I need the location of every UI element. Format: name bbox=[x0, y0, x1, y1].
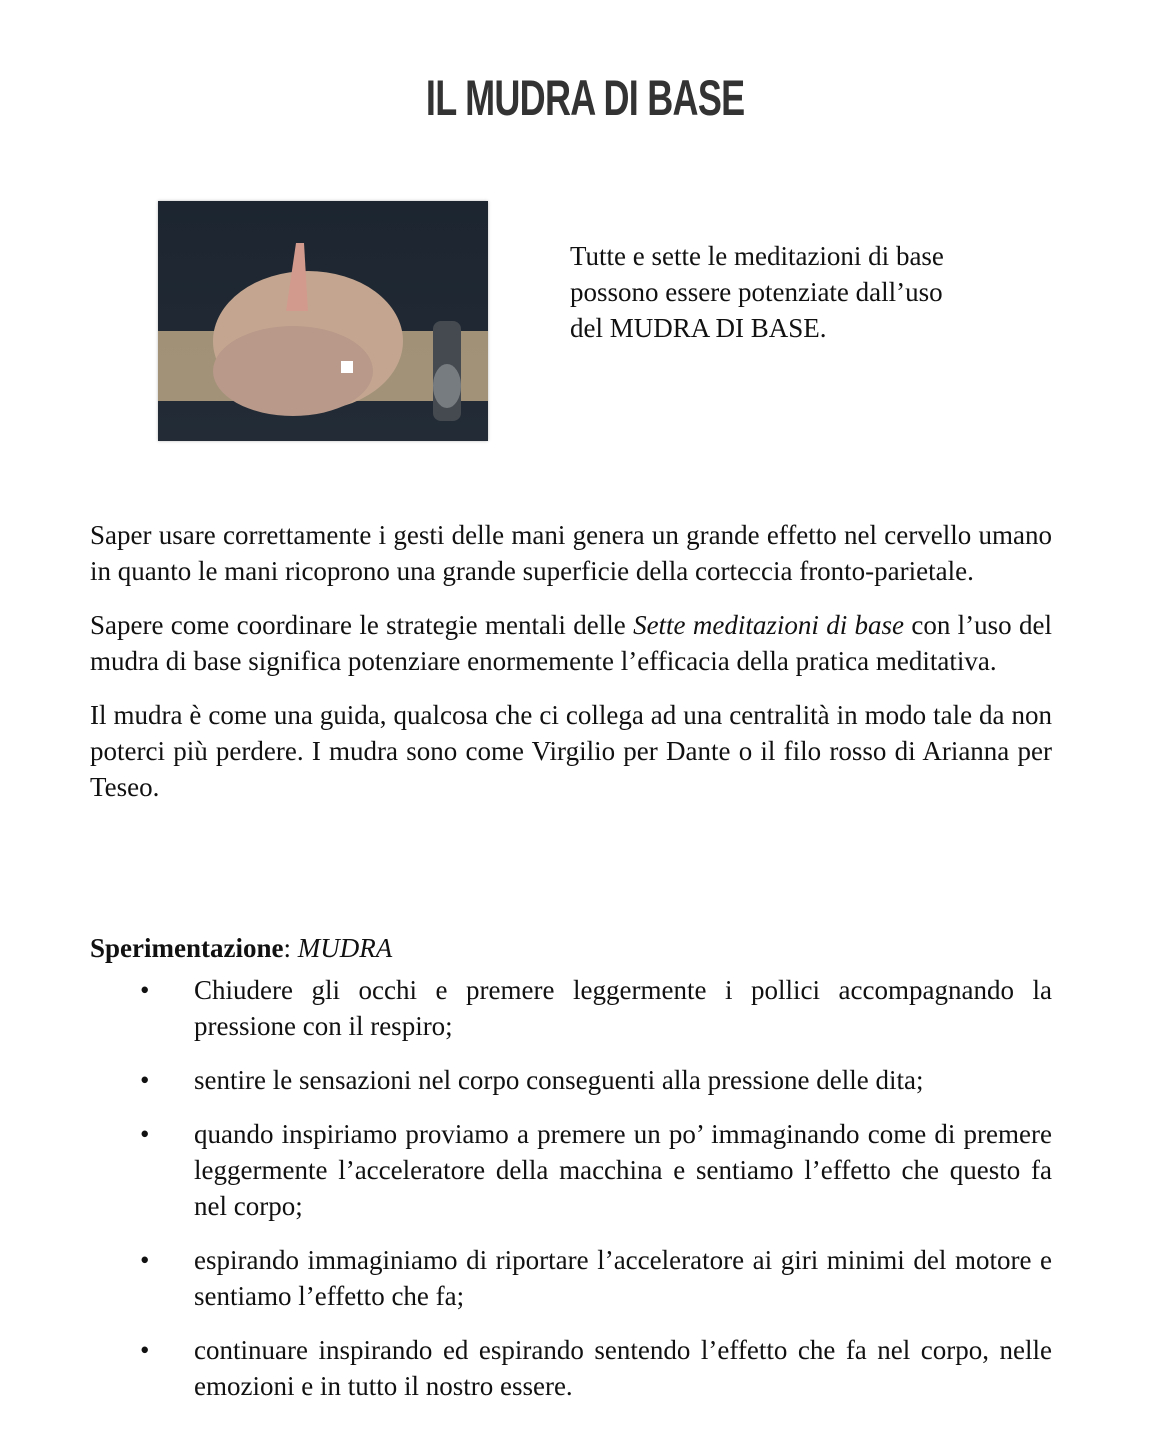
title-text: IL MUDRA DI BASE bbox=[426, 70, 745, 126]
page-title bbox=[0, 70, 1171, 126]
list-item-text: continuare inspirando ed espirando sentendo l’effetto che fa nel corpo, nelle emozioni e in tutto il nostro essere. bbox=[194, 1335, 1052, 1401]
experiment-label: Sperimentazione bbox=[90, 933, 284, 963]
list-item-text: Chiudere gli occhi e premere leggermente i pollici accompagnando la pressione con il respiro; bbox=[194, 975, 1052, 1041]
paragraph-text: Sapere come coordinare le strategie mentali delle bbox=[90, 610, 634, 640]
bullet-icon: • bbox=[140, 1065, 150, 1095]
list-item bbox=[90, 1116, 1052, 1224]
list-item bbox=[90, 1242, 1052, 1314]
book-title: Sette meditazioni di base bbox=[633, 610, 905, 640]
intro-text: Tutte e sette le meditazioni di base possono essere potenziate dall’uso del MUDRA DI BASE. bbox=[570, 241, 944, 343]
list-item bbox=[90, 1062, 1052, 1098]
bullet-icon: • bbox=[140, 975, 150, 1005]
body-text bbox=[90, 517, 1052, 823]
mudra-hands-photo bbox=[158, 201, 488, 441]
experiment-section bbox=[90, 930, 1052, 1422]
list-item bbox=[90, 972, 1052, 1044]
hands-illustration bbox=[158, 201, 488, 441]
paragraph-text: con l’uso del mudra di base significa potenziare enormemente l’efficacia della pratica meditativa. bbox=[90, 610, 1052, 676]
experiment-steps bbox=[90, 972, 1052, 1404]
bullet-icon: • bbox=[140, 1245, 150, 1275]
list-item-text: quando inspiriamo proviamo a premere un po’ immaginando come di premere leggermente l’acceleratore della macchina e sentiamo l’effetto che questo fa nel corpo; bbox=[194, 1119, 1052, 1221]
bullet-icon: • bbox=[140, 1119, 150, 1149]
list-item bbox=[90, 1332, 1052, 1404]
paragraph: Saper usare correttamente i gesti delle mani genera un grande effetto nel cervello umano in quanto le mani ricoprono una grande superficie della corteccia fronto-parietale. bbox=[90, 520, 1052, 586]
list-item-text: espirando immaginiamo di riportare l’acceleratore ai giri minimi del motore e sentiamo l’effetto che fa; bbox=[194, 1245, 1052, 1311]
experiment-name: MUDRA bbox=[297, 933, 393, 963]
paragraph: Il mudra è come una guida, qualcosa che ci collega ad una centralità in modo tale da non poterci più perdere. I mudra sono come Virgilio per Dante o il filo rosso di Arianna per Teseo. bbox=[90, 700, 1052, 802]
experiment-heading bbox=[90, 930, 1052, 966]
list-item-text: sentire le sensazioni nel corpo conseguenti alla pressione delle dita; bbox=[194, 1065, 924, 1095]
separator: : bbox=[283, 933, 298, 963]
bullet-icon: • bbox=[140, 1335, 150, 1365]
paragraph bbox=[90, 607, 1052, 679]
